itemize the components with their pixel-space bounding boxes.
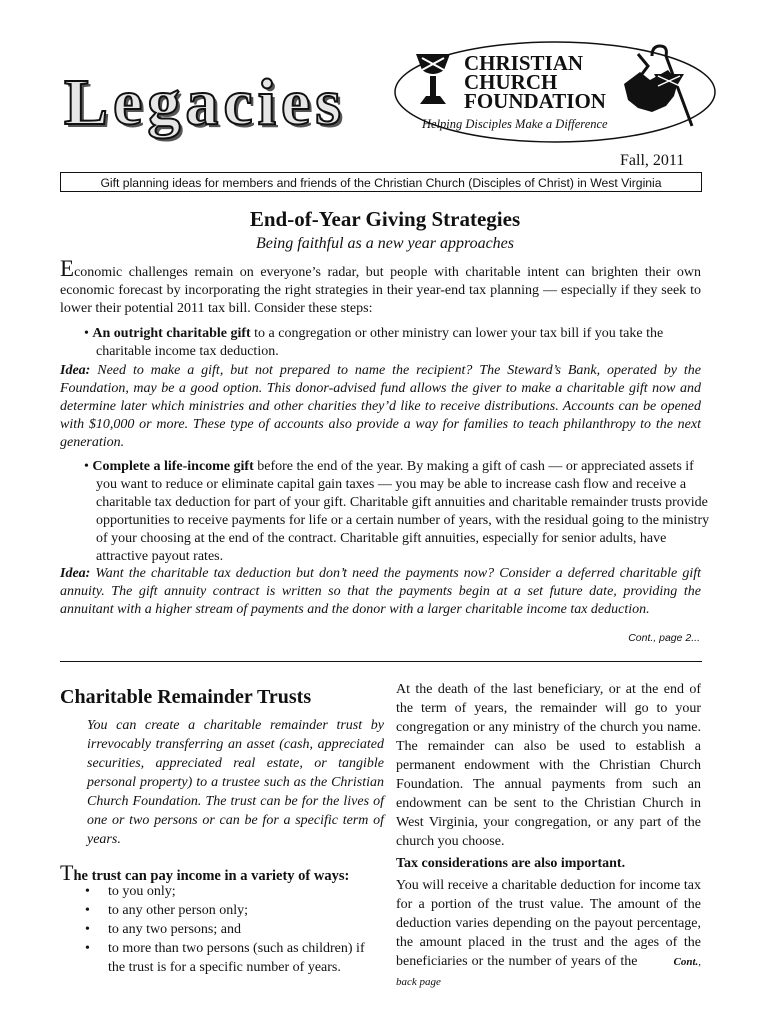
section-divider: [60, 661, 702, 662]
cont-rest: , back page: [396, 956, 701, 988]
intro-text: conomic challenges remain on everyone’s radar, but people with charitable intent can brighten their own economic forecast by incorporating the right strategies in their year-end tax planning — especially if they seek to lower their potential 2011 tax bill. Consider these steps:: [60, 265, 701, 316]
list-item: • to you only;: [82, 882, 382, 901]
cont-label: Cont.: [673, 956, 699, 968]
article-subtitle: Being faithful as a new year approaches: [255, 235, 515, 252]
bullet2-bold: Complete a life-income gift: [92, 459, 254, 474]
section-title: Charitable Remainder Trusts: [60, 686, 312, 708]
idea-paragraph-1: [60, 362, 701, 452]
idea-label: Idea:: [60, 566, 91, 581]
logo-slogan: Helping Disciples Make a Difference: [422, 117, 608, 131]
income-ways-list: [82, 882, 382, 977]
idea-paragraph-2: [60, 565, 701, 619]
logo-org-line2: CHURCH: [464, 70, 558, 94]
list-item: • to any other person only;: [82, 901, 382, 920]
article-title: End-of-Year Giving Strategies: [249, 207, 521, 231]
tagline: Gift planning ideas for members and friends of the Christian Church (Disciples of Christ) in West Virginia: [60, 172, 702, 192]
crt-intro: You can create a charitable remainder trust by irrevocably transferring an asset (cash, appreciated securities, appreciated real estate, or tangible personal property) to a trustee such as the Christian Church Foundation. The trust can be for the lives of one or two persons or can be for a specific term of years.: [87, 718, 384, 847]
strategy-life-income-gift: • Complete a life-income gift before the end of the year. By making a gift of cash — or appreciated assets if you want to reduce or eliminate capital gain taxes — you may be able to increase cash flow and receive a charitable tax deduction for part of your gift. Charitable gift annuities and charitable remainder trusts provide opportunities to receive payments for life or a certain number of years, with the residual going to the ministry of your choosing at the end of the contract. Charitable gift annuities, especially for senior adults, have attractive payout rates.: [84, 459, 710, 564]
bullet2-text: before the end of the year. By making a gift of cash — or appreciated assets if you want to reduce or eliminate capital gain taxes — you may be able to increase cash flow and receive a charitable tax deduction for part of your gift. Charitable gift annuities and charitable remainder trusts provide opportunities to receive payments for life or a certain number of years, with the residual going to the ministry of your choosing at the end of the contract. Charitable gift annuities, especially for senior adults, have attractive payout rates.: [96, 459, 710, 564]
continued-note: Cont., page 2...: [628, 632, 700, 644]
intro-paragraph: [60, 256, 701, 318]
remainder-paragraph: At the death of the last beneficiary, or at the end of the term of years, the remainder will go to your congregation or any ministry of the church you name. The remainder can also be used to establish a permanent endowment with the Christian Church Foundation. The annual payments from such an endowment can be sent to the Christian Church in West Virginia, your congregation, or any part of the church you choose.: [396, 682, 701, 849]
logo-org-line1: CHRISTIAN: [464, 51, 584, 75]
tax-text: You will receive a charitable deduction for income tax for a portion of the trust value. The amount of the deduction varies depending on the payout percentage, the amount placed in the trust and the ages of the beneficiaries or the number of years of the: [396, 878, 701, 969]
income-heading-text: he trust can pay income in a variety of ways:: [73, 868, 350, 884]
list-item: • to any two persons; and: [82, 920, 382, 939]
newsletter-title: Legacies: [64, 66, 346, 139]
idea2-text: Want the charitable tax deduction but don’t need the payments now? Consider a deferred charitable gift annuity. The gift annuity contract is written so that the payments begin at a set future date, providing the annuitant with a higher stream of payments and the donor with a larger charitable income tax deduction.: [60, 566, 701, 617]
logo-org-line3: FOUNDATION: [464, 89, 606, 113]
bullet1-bold: An outright charitable gift: [92, 326, 251, 341]
christian-church-foundation-logo: [392, 40, 718, 144]
issue-date: Fall, 2011: [620, 152, 685, 169]
idea-label: Idea:: [60, 363, 91, 378]
right-column: [396, 680, 701, 995]
list-item: • to more than two persons (such as children) if the trust is for a specific number of years.: [82, 939, 382, 977]
strategy-outright-gift: • An outright charitable gift to a congregation or other ministry can lower your tax bill if you take the charitable income tax deduction.: [84, 326, 664, 359]
drop-cap: E: [60, 256, 75, 281]
tax-paragraph: [396, 876, 701, 992]
chalice-small-icon: [654, 74, 684, 88]
bullet1-text: to a congregation or other ministry can lower your tax bill if you take the charitable income tax deduction.: [96, 326, 664, 359]
tax-heading: Tax considerations are also important.: [396, 856, 626, 871]
drop-cap: T: [60, 860, 74, 885]
idea1-text: Need to make a gift, but not prepared to name the recipient? The Steward’s Bank, operated by the Foundation, may be a good option. This donor-advised fund allows the giver to make a charitable gift now and determine later which ministries and other charities they’d like to receive distributions. Accounts can be opened with $10,000 or more. These type of accounts also provide a way for families to teach philanthropy to the next generation.: [60, 363, 701, 450]
